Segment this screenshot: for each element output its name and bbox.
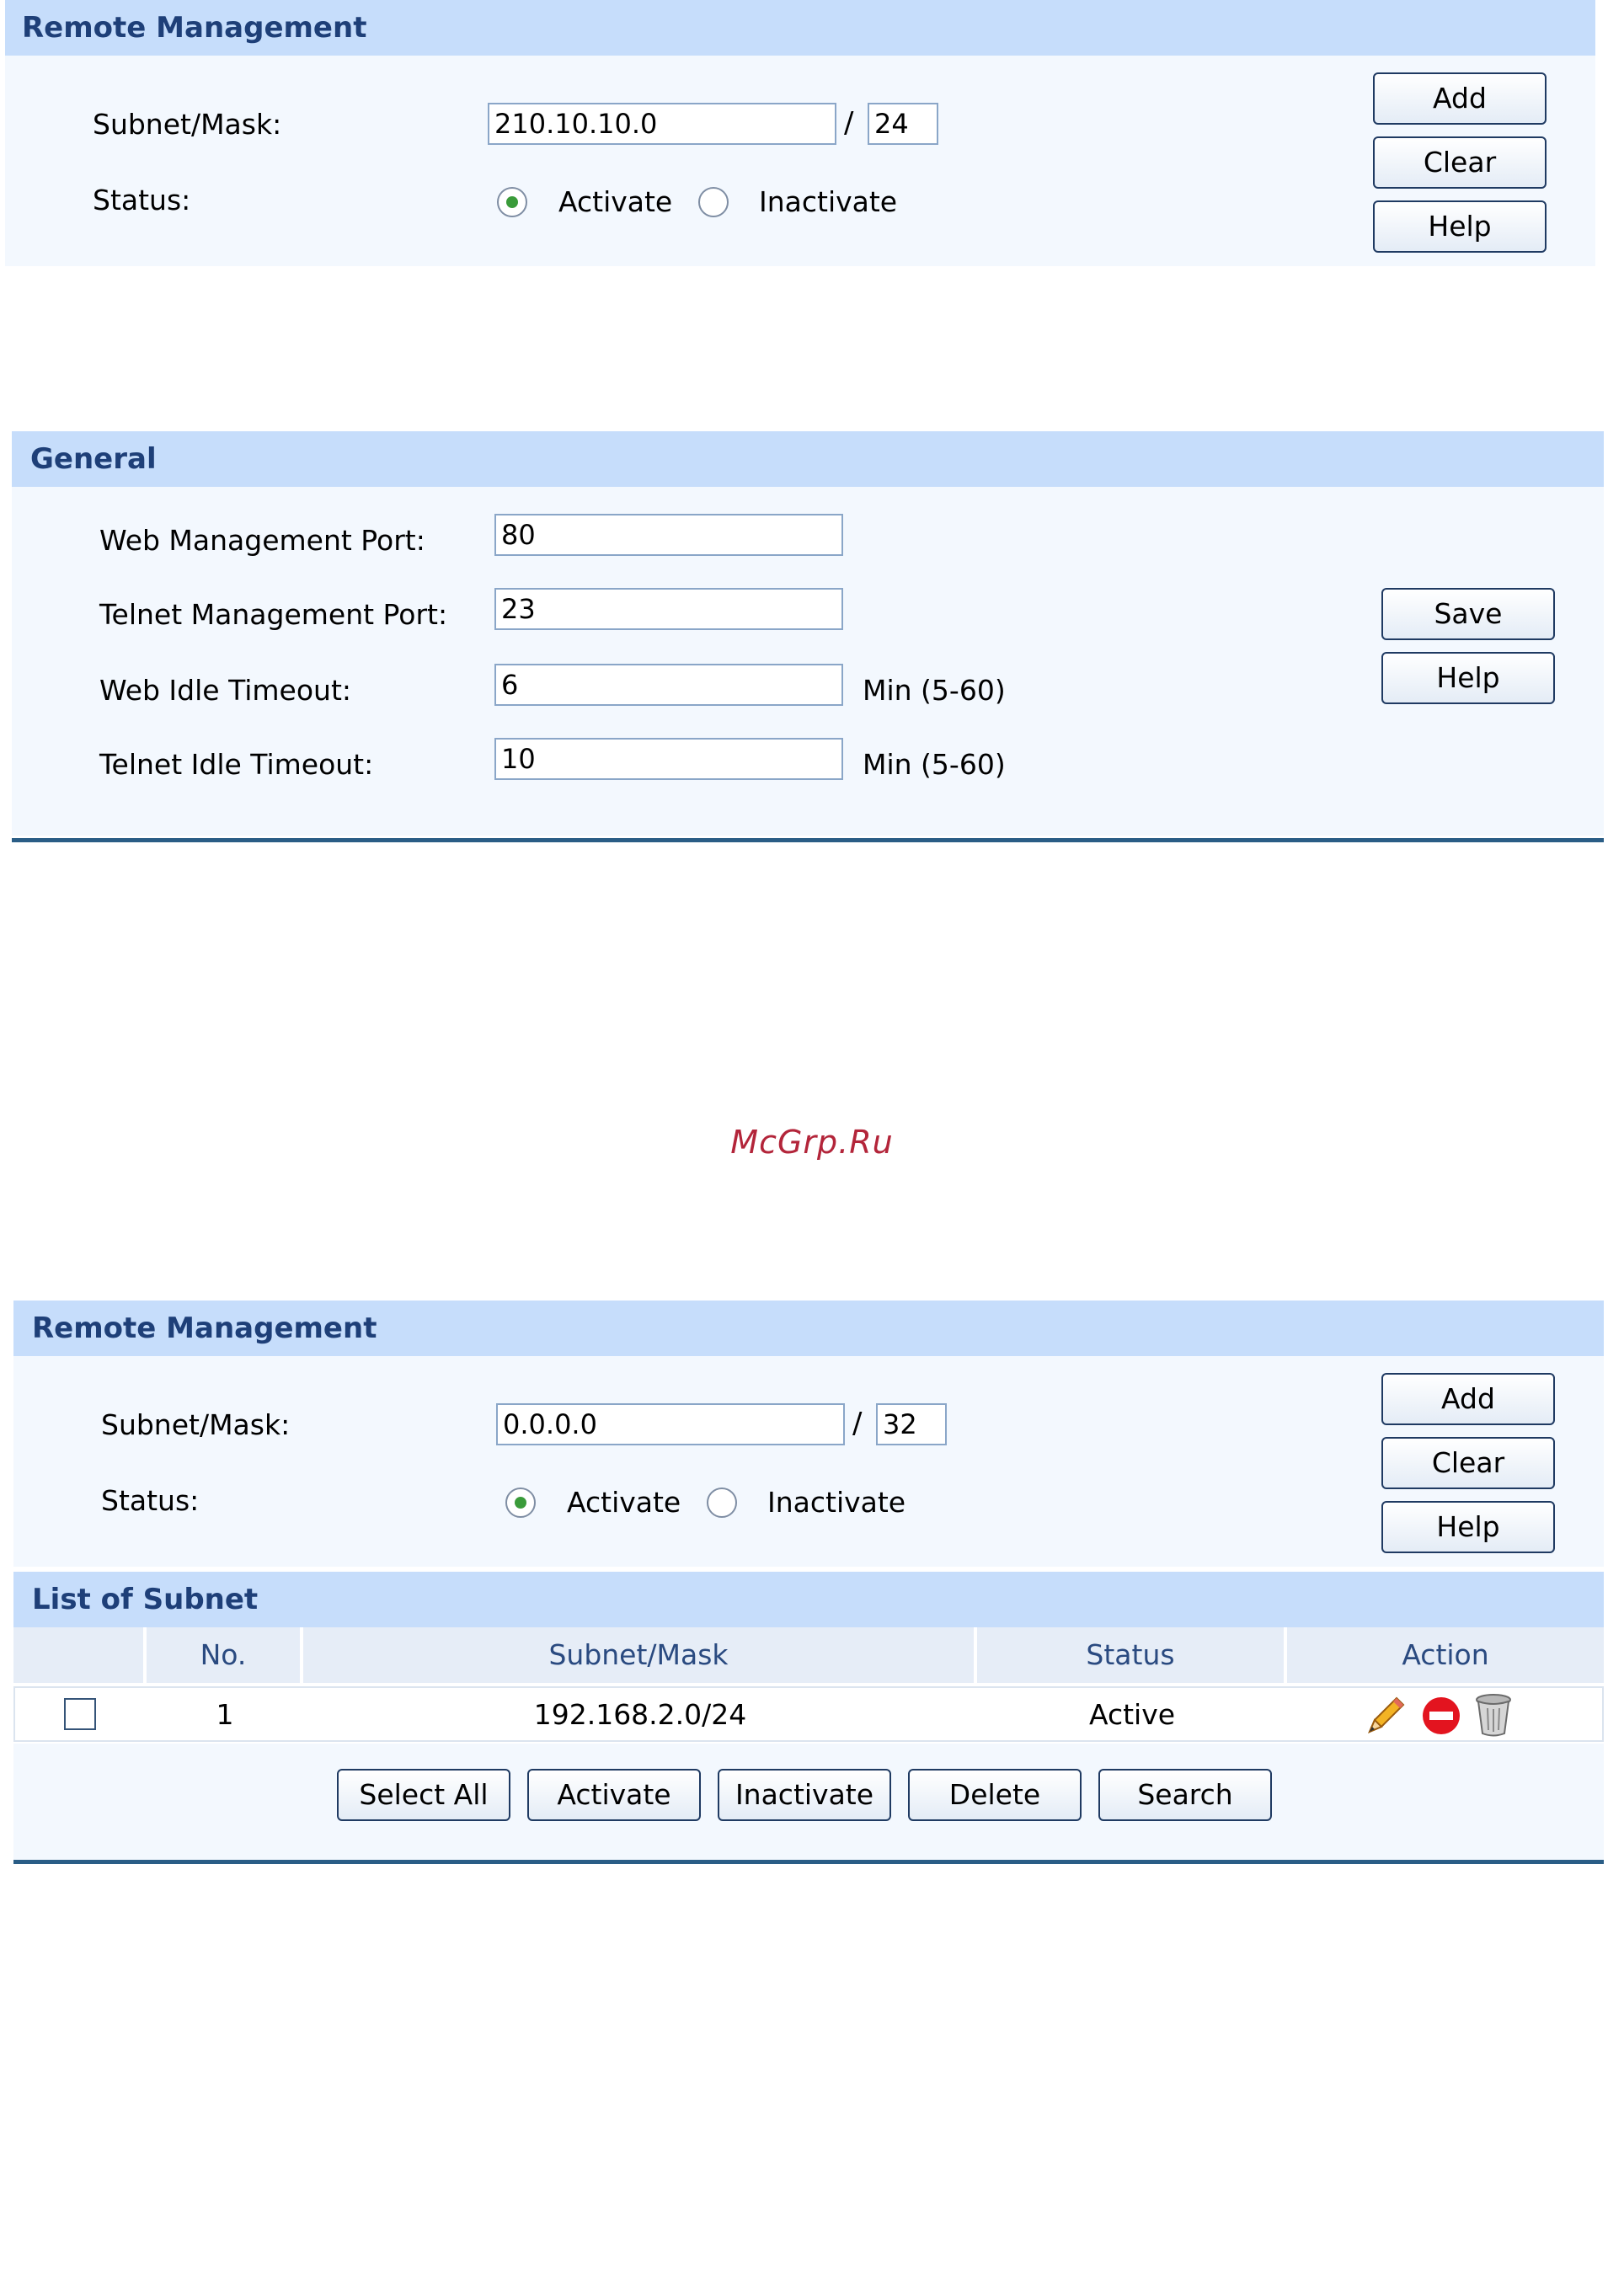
telnet-port-label: Telnet Management Port: [99,598,448,631]
inactivate-button[interactable]: Inactivate [718,1769,891,1821]
remote-management-panel-1 [5,0,1595,266]
table-row [13,1686,1604,1742]
subnet-input[interactable] [496,1403,845,1445]
edit-icon[interactable] [1363,1693,1408,1739]
inactivate-radio-label: Inactivate [759,185,898,218]
column-header-subnet-mask: Subnet/Mask [303,1627,974,1683]
mask-input[interactable] [876,1403,947,1445]
column-header-status: Status [977,1627,1284,1683]
panel-bottom-rule [12,838,1604,842]
watermark-text: McGrp.Ru [730,1124,894,1161]
status-label: Status: [93,184,191,216]
delete-icon[interactable] [1472,1691,1514,1739]
inactivate-radio[interactable] [707,1488,737,1518]
web-port-label: Web Management Port: [99,524,425,557]
subnet-input[interactable] [488,103,836,145]
column-header-action: Action [1287,1627,1604,1683]
web-idle-label: Web Idle Timeout: [99,674,351,707]
delete-button[interactable]: Delete [908,1769,1082,1821]
activate-radio[interactable] [505,1488,536,1518]
activate-radio-label: Activate [558,185,673,218]
panel-title: General [12,431,1604,487]
select-all-button[interactable]: Select All [337,1769,510,1821]
clear-button[interactable]: Clear [1381,1437,1555,1489]
activate-radio[interactable] [497,187,527,217]
activate-radio-label: Activate [567,1486,681,1519]
subnet-mask-label: Subnet/Mask: [101,1408,291,1441]
panel-body [5,56,1595,266]
web-port-input[interactable] [494,514,843,556]
telnet-idle-input[interactable] [494,738,843,780]
add-button[interactable]: Add [1381,1373,1555,1425]
panel-bottom-rule [13,1860,1604,1864]
web-idle-unit: Min (5-60) [863,674,1006,707]
checkbox-column-header [13,1627,143,1683]
add-button[interactable]: Add [1373,72,1547,125]
telnet-port-input[interactable] [494,588,843,630]
row-checkbox[interactable] [64,1698,96,1730]
general-panel [12,431,1604,842]
web-idle-input[interactable] [494,664,843,706]
inactivate-radio[interactable] [698,187,729,217]
list-of-subnet-title: List of Subnet [13,1572,1604,1627]
search-button[interactable]: Search [1098,1769,1272,1821]
telnet-idle-unit: Min (5-60) [863,748,1006,781]
help-button[interactable]: Help [1381,1501,1555,1553]
panel-title: Remote Management [5,0,1595,56]
panel-title: Remote Management [13,1301,1604,1356]
help-button[interactable]: Help [1373,200,1547,253]
column-header-no: No. [147,1627,300,1683]
slash-separator: / [852,1407,863,1440]
help-button[interactable]: Help [1381,652,1555,704]
subnet-mask-label: Subnet/Mask: [93,108,282,141]
inactivate-radio-label: Inactivate [767,1486,906,1519]
status-label: Status: [101,1484,200,1517]
remote-management-panel-2 [13,1301,1604,1865]
row-subnet: 192.168.2.0/24 [533,1698,747,1731]
activate-button[interactable]: Activate [527,1769,701,1821]
row-no: 1 [216,1698,234,1731]
telnet-idle-label: Telnet Idle Timeout: [99,748,374,781]
clear-button[interactable]: Clear [1373,136,1547,189]
save-button[interactable]: Save [1381,588,1555,640]
disable-icon[interactable] [1420,1695,1462,1737]
panel-body [13,1356,1604,1567]
slash-separator: / [844,106,854,140]
mask-input[interactable] [868,103,938,145]
row-status: Active [1088,1698,1176,1731]
